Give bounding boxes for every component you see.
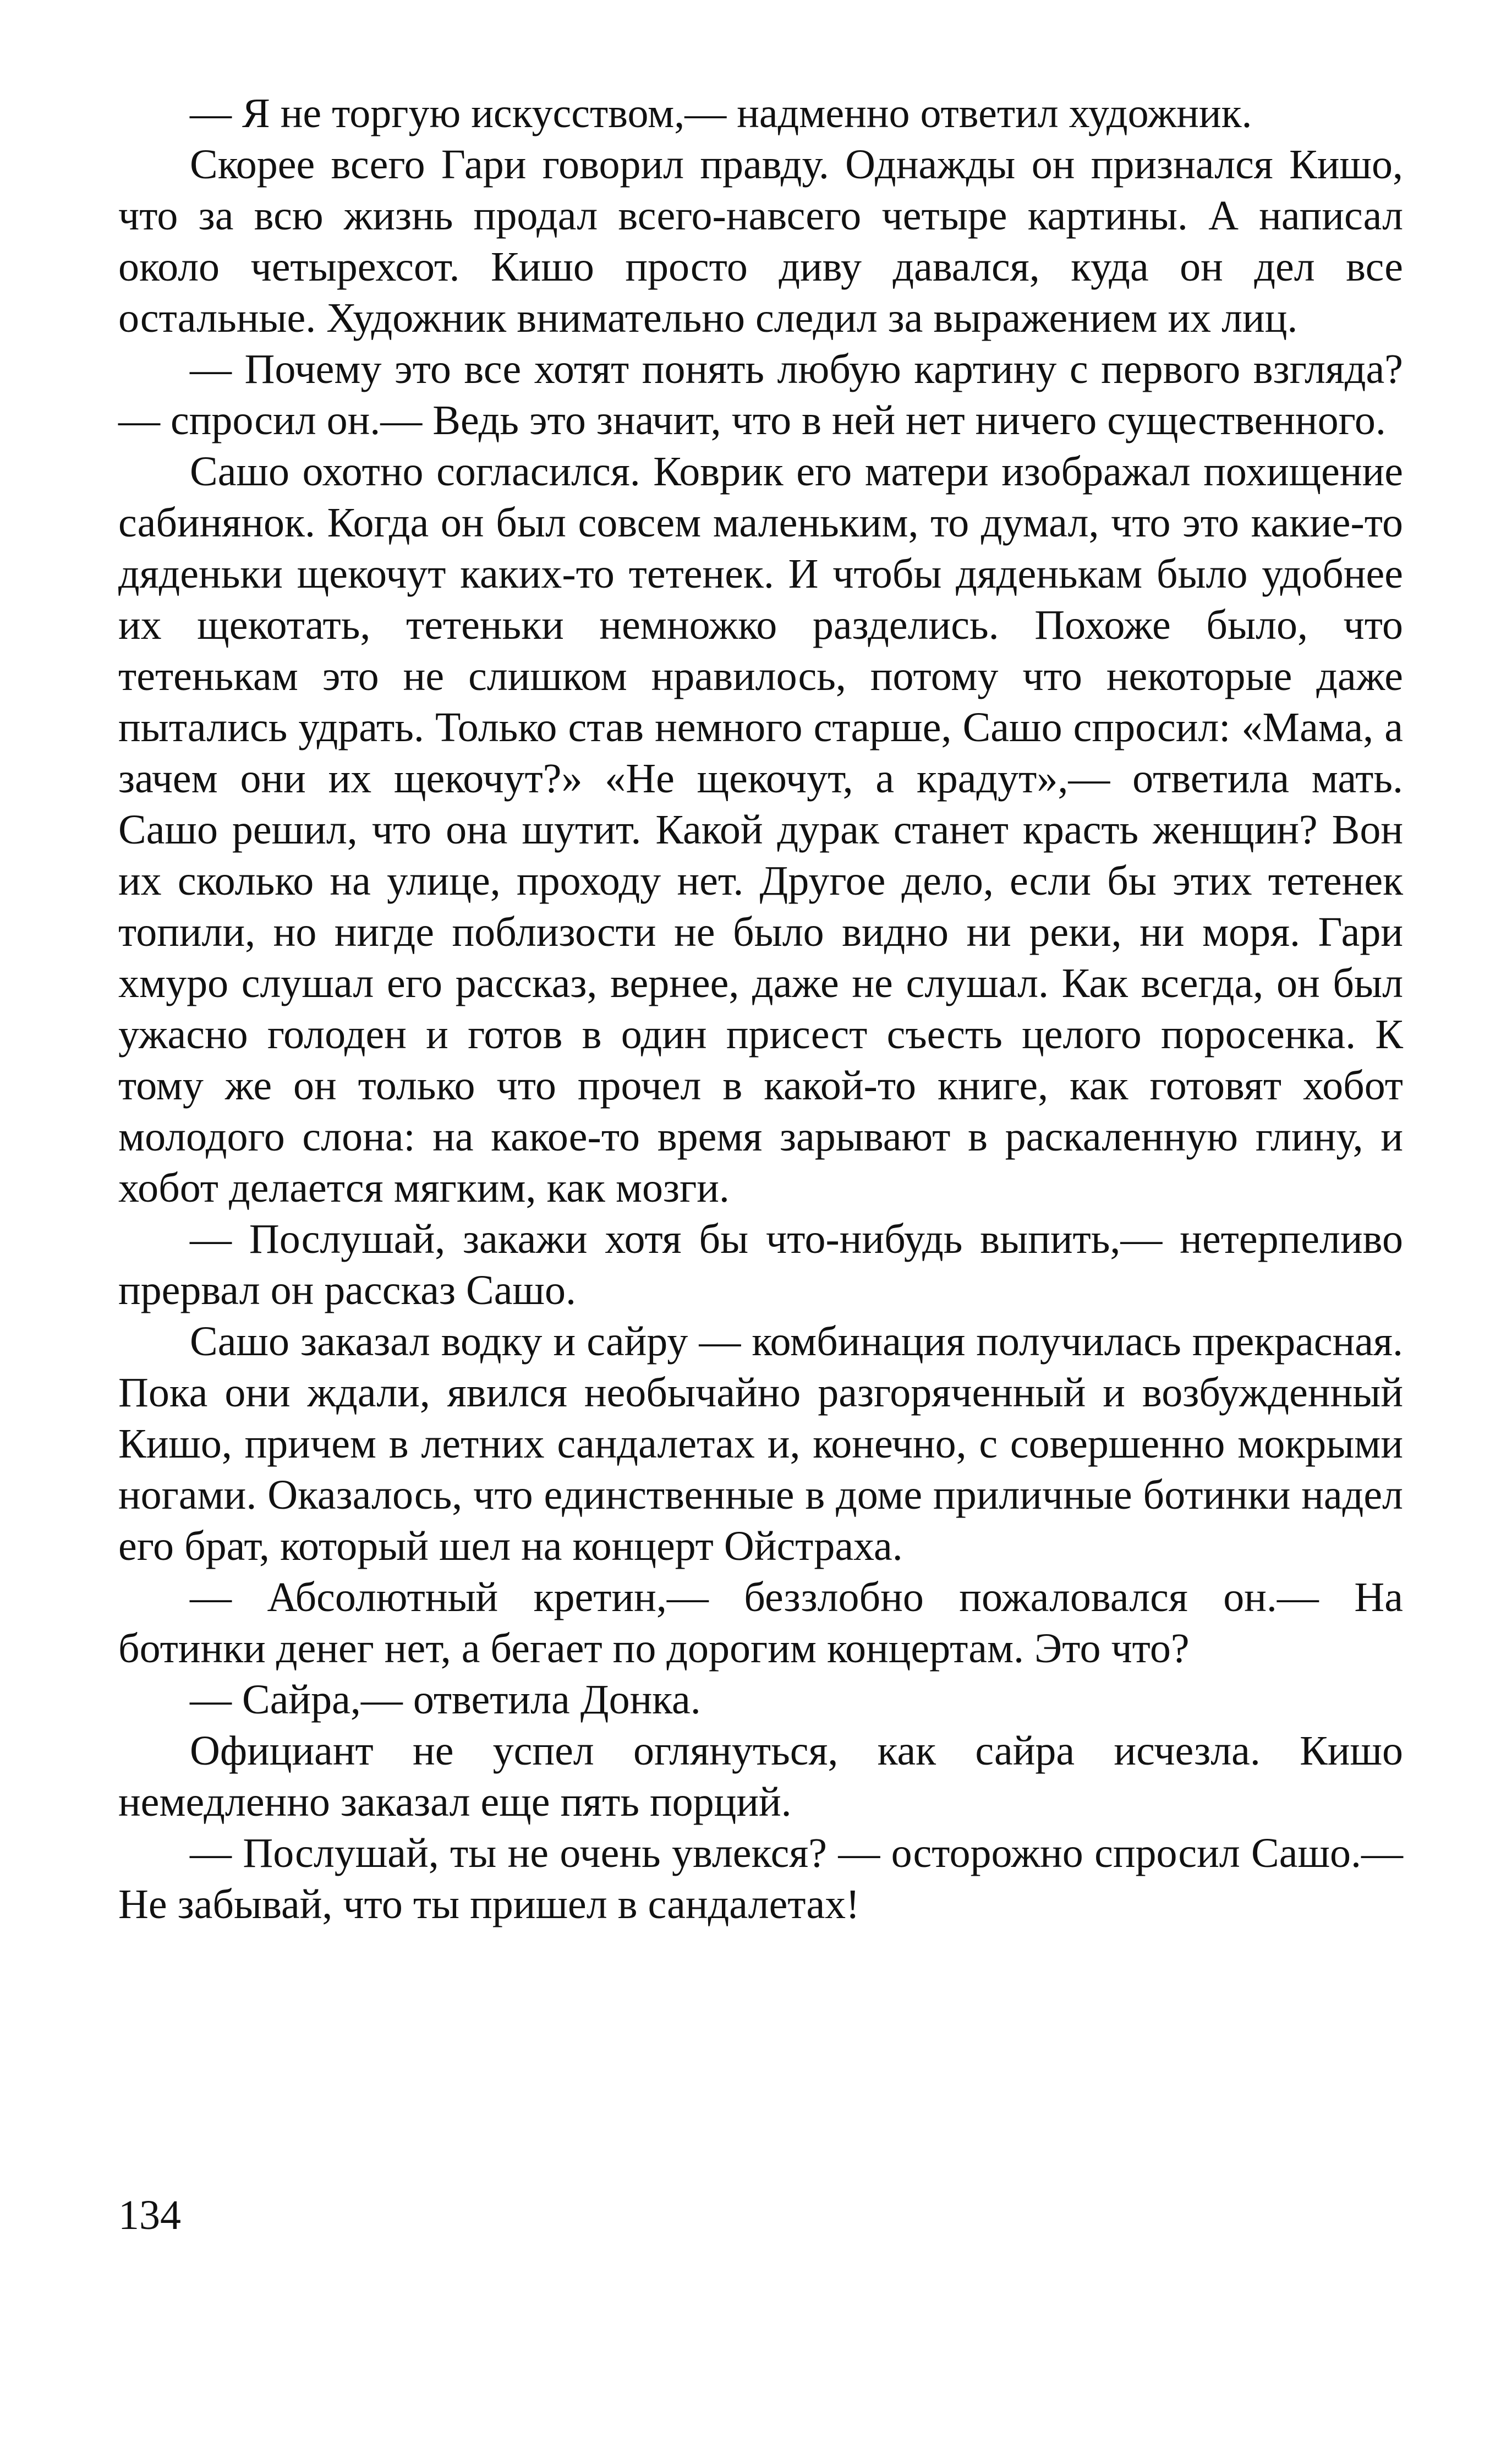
paragraph-8: — Сайра,— ответила Донка. [190, 1677, 701, 1723]
book-page-text [118, 88, 1403, 1930]
paragraph-9: Официант не успел оглянуться, как сайра исчезла. Кишо немедленно заказал еще пять порций. [118, 1728, 1403, 1825]
paragraph-6: Сашо заказал водку и сайру — комбинация получилась прекрасная. Пока они ждали, явился необычайно разгоряченный и возбужденный Кишо, причем в летних сандалетах и, конечно, с совершенно мокрыми ногами. Оказалось, что единственные в доме приличные ботинки надел его брат, который шел на концерт Ойстраха. [118, 1318, 1403, 1569]
page-number: 134 [118, 2192, 181, 2238]
paragraph-10: — Послушай, ты не очень увлекся? — осторожно спросил Сашо.— Не забывай, что ты пришел в сандалетах! [118, 1830, 1403, 1927]
paragraph-4: Сашо охотно согласился. Коврик его матери изображал похищение сабинянок. Когда он был совсем маленьким, то думал, что это какие-то дяденьки щекочут каких-то тетенек. И чтобы дяденькам было удобнее их щекотать, тетеньки немножко разделись. Похоже было, что тетенькам это не слишком нравилось, потому что некоторые даже пытались удрать. Только став немного старше, Сашо спросил: «Мама, а зачем они их щекочут?» «Не щекочут, а крадут»,— ответила мать. Сашо решил, что она шутит. Какой дурак станет красть женщин? Вон их сколько на улице, проходу нет. Другое дело, если бы этих тетенек топили, но нигде поблизости не было видно ни реки, ни моря. Гари хмуро слушал его рассказ, вернее, даже не слушал. Как всегда, он был ужасно голоден и готов в один присест съесть целого поросенка. К тому же он только что прочел в какой-то книге, как готовят хобот молодого слона: на какое-то время зарывают в раскаленную глину, и хобот делается мягким, как мозги. [118, 448, 1403, 1211]
paragraph-5: — Послушай, закажи хотя бы что-нибудь выпить,— нетерпеливо прервал он рассказ Сашо. [118, 1216, 1403, 1313]
paragraph-7: — Абсолютный кретин,— беззлобно пожаловался он.— На ботинки денег нет, а бегает по дорогим концертам. Это что? [118, 1574, 1403, 1672]
paragraph-1: — Я не торгую искусством,— надменно ответил художник. [190, 90, 1252, 136]
paragraph-3: — Почему это все хотят понять любую картину с первого взгляда? — спросил он.— Ведь это значит, что в ней нет ничего существенного. [118, 346, 1403, 443]
paragraph-2: Скорее всего Гари говорил правду. Однажды он признался Кишо, что за всю жизнь продал всего-навсего четыре картины. А написал около четырехсот. Кишо просто диву давался, куда он дел все остальные. Художник внимательно следил за выражением их лиц. [118, 141, 1403, 341]
